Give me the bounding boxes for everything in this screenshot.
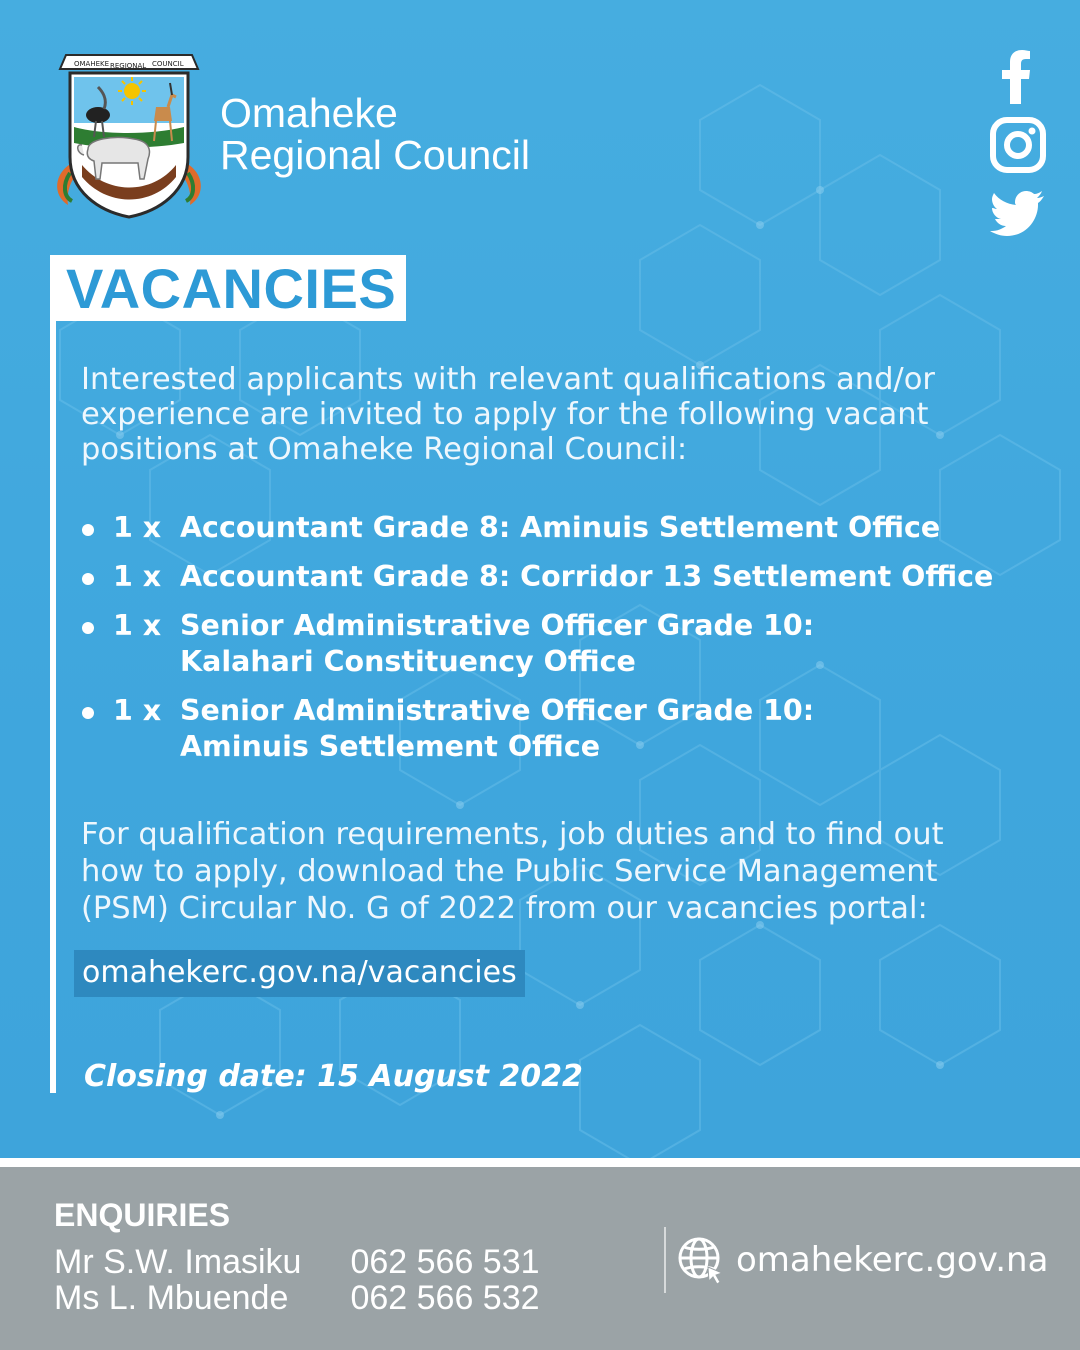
bullet-icon [82,707,94,719]
council-crest-logo [52,45,206,223]
vacancy-item [80,608,1060,680]
vacancy-item [80,693,1060,765]
vacancy-quantity: 1 x [113,609,162,642]
contact-phone[interactable]: 062 566 531 [350,1243,540,1281]
contact-row [54,1243,540,1281]
contact-name: Ms L. Mbuende [54,1279,289,1317]
instagram-icon[interactable] [990,117,1046,173]
bullet-icon [82,622,94,634]
vacancy-location: Aminuis Settlement Office [180,730,601,763]
vacancy-location: Kalahari Constituency Office [180,645,636,678]
social-media-links [990,48,1050,255]
vacancy-title: Senior Administrative Officer Grade 10: [180,694,815,727]
intro-paragraph [81,362,1041,467]
contact-name: Mr S.W. Imasiku [54,1243,302,1281]
vacancy-title: Accountant Grade 8: Corridor 13 Settlement Office [180,560,994,593]
crest-banner-text-2: REGIONAL [110,62,147,70]
vacancy-item [80,559,1060,595]
globe-icon [676,1235,726,1285]
bullet-icon [82,524,94,536]
organisation-name-line-2: Regional Council [220,132,530,178]
intro-line: Interested applicants with relevant qualifications and/or [81,362,935,397]
closing-date: Closing date: 15 August 2022 [84,1059,583,1094]
application-instructions [81,816,1041,927]
vacancy-quantity: 1 x [113,511,162,544]
bullet-icon [82,573,94,585]
vacancy-title: Senior Administrative Officer Grade 10: [180,609,815,642]
vacancy-title: Accountant Grade 8: Aminuis Settlement Office [180,511,941,544]
website-url[interactable]: omahekerc.gov.na [736,1240,1049,1280]
vacancy-list [80,510,1060,778]
vacancy-quantity: 1 x [113,694,162,727]
crest-banner-text-3: COUNCIL [152,60,184,68]
enquiries-footer [0,1167,1080,1350]
crest-banner-text-1: OMAHEKE [74,60,110,68]
twitter-icon[interactable] [990,186,1046,242]
contact-row [54,1279,540,1317]
instructions-line: how to apply, download the Public Service Management [81,854,938,889]
website-link-block[interactable] [664,1227,1064,1293]
intro-line: experience are invited to apply for the following vacant [81,397,929,432]
vacancy-quantity: 1 x [113,560,162,593]
vacancies-portal-link[interactable]: omahekerc.gov.na/vacancies [74,950,525,997]
footer-divider [0,1158,1080,1167]
page-title: VACANCIES [66,257,397,320]
instructions-line: For qualification requirements, job duties and to find out [81,817,944,852]
accent-vertical-line [50,255,56,1093]
enquiries-heading: ENQUIRIES [54,1197,231,1233]
organisation-name [220,92,530,176]
intro-line: positions at Omaheke Regional Council: [81,432,688,467]
organisation-name-line-1: Omaheke [220,90,398,136]
instructions-line: (PSM) Circular No. G of 2022 from our vacancies portal: [81,891,928,926]
website-divider [664,1227,666,1293]
vacancy-item [80,510,1060,546]
facebook-icon[interactable] [990,48,1046,104]
contact-phone[interactable]: 062 566 532 [350,1279,540,1317]
